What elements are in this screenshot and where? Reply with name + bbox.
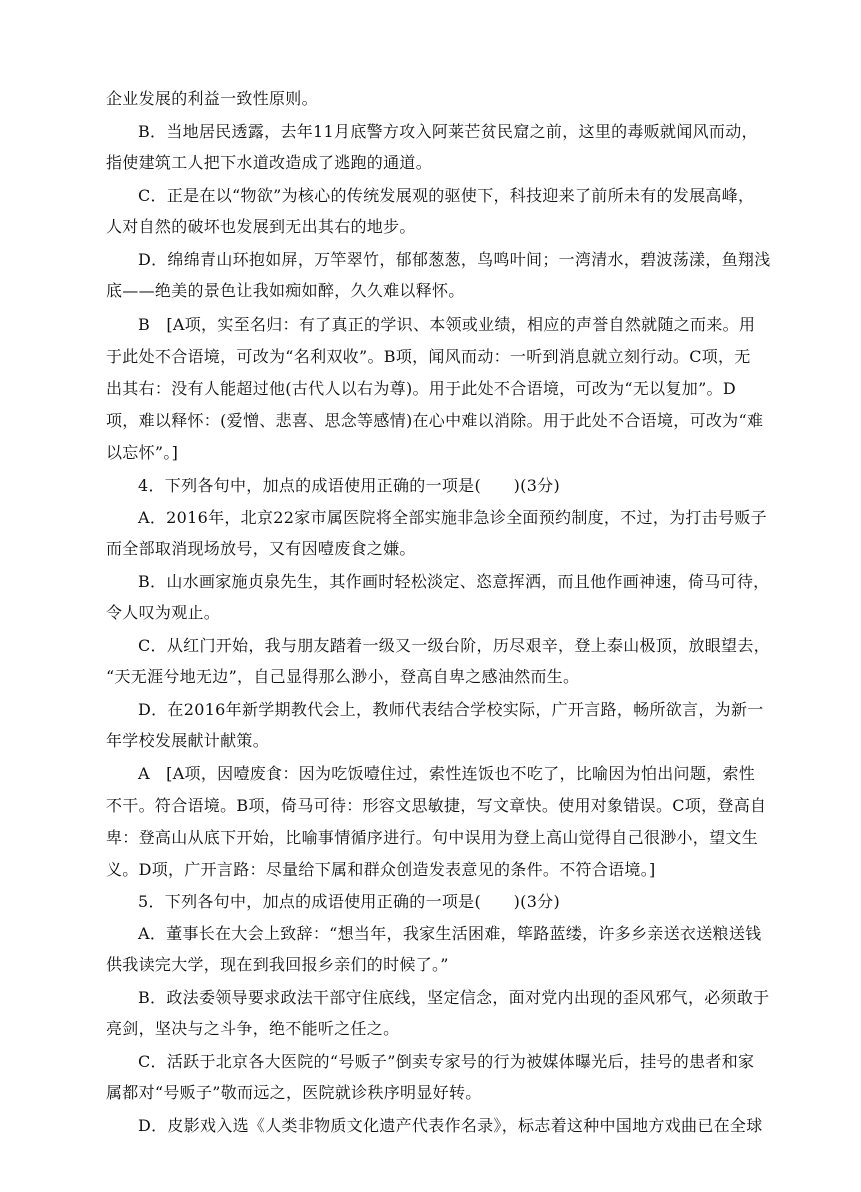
- text-line: 令人叹为观止。: [106, 603, 221, 622]
- text-line: 亮剑，坚决与之斗争，绝不能听之任之。: [106, 1019, 400, 1038]
- explanation-line: 以忘怀”。]: [106, 443, 179, 462]
- text-line: 年学校发展献计献策。: [106, 731, 270, 750]
- text-line: C．从红门开始，我与朋友踏着一级又一级台阶，历尽艰辛，登上泰山极顶，放眼望去，: [138, 636, 770, 655]
- explanation-line: 义。D项，广开言路：尽量给下属和群众创造发表意见的条件。不符合语境。]: [106, 860, 656, 879]
- explanation-line: 项，难以释怀：(爱憎、悲喜、思念等感情)在心中难以消除。用于此处不合语境，可改为“难: [106, 411, 764, 430]
- text-line: A．董事长在大会上致辞：“想当年，我家生活困难，筚路蓝缕，许多乡亲送衣送粮送钱: [138, 924, 762, 943]
- text-line: 底——绝美的景色让我如痴如醉，久久难以释怀。: [106, 281, 465, 300]
- text-line: 属都对“号贩子”敬而远之，医院就诊秩序明显好转。: [106, 1083, 482, 1102]
- text-line: D．在2016年新学期教代会上，教师代表结合学校实际，广开言路，畅所欲言，为新一: [138, 700, 764, 719]
- answer-line: A [A项，因噎废食：因为吃饭噎住过，索性连饭也不吃了，比喻因为怕出问题，索性: [138, 764, 756, 783]
- explanation-line: 不干。符合语境。B项，倚马可待：形容文思敏捷，写文章快。使用对象错误。C项，登高自: [106, 796, 767, 815]
- explanation-line: 于此处不合语境，可改为“名利双收”。B项，闻风而动：一听到消息就立刻行动。C项，无: [106, 347, 751, 366]
- text-line: B．山水画家施贞泉先生，其作画时轻松淡定、恣意挥洒，而且他作画神速，倚马可待，: [138, 572, 770, 591]
- question-line: 4．下列各句中，加点的成语使用正确的一项是( )(3分): [138, 476, 561, 495]
- explanation-line: 卑：登高山从底下开始，比喻事情循序进行。句中误用为登上高山觉得自己很渺小，望文生: [106, 828, 759, 847]
- answer-line: B [A项，实至名归：有了真正的学识、本领或业绩，相应的声誉自然就随之而来。用: [138, 315, 756, 334]
- text-line: B．当地居民透露，去年11月底警方攻入阿莱芒贫民窟之前，这里的毒贩就闻风而动，: [138, 122, 758, 141]
- text-line: 企业发展的利益一致性原则。: [106, 89, 318, 108]
- text-line: D．绵绵青山环抱如屏，万竿翠竹，郁郁葱葱，鸟鸣叶间；一湾清水，碧波荡漾，鱼翔浅: [138, 250, 771, 269]
- text-line: A．2016年，北京22家市属医院将全部实施非急诊全面预约制度，不过，为打击号贩子: [138, 508, 767, 527]
- explanation-line: 出其右：没有人能超过他(古代人以右为尊)。用于此处不合语境，可改为“无以复加”。D: [106, 379, 736, 398]
- text-line: D．皮影戏入选《人类非物质文化遗产代表作名录》，标志着这种中国地方戏曲已在全球: [138, 1116, 763, 1135]
- text-line: C．活跃于北京各大医院的“号贩子”倒卖专家号的行为被媒体曝光后，挂号的患者和家: [138, 1052, 755, 1071]
- text-line: B．政法委领导要求政法干部守住底线，坚定信念，面对党内出现的歪风邪气，必须敢于: [138, 988, 770, 1007]
- text-line: C．正是在以“物欲”为核心的传统发展观的驱使下，科技迎来了前所未有的发展高峰，: [138, 186, 755, 205]
- text-line: 指使建筑工人把下水道改造成了逃跑的通道。: [106, 153, 433, 172]
- text-line: 人对自然的破坏也发展到无出其右的地步。: [106, 217, 416, 236]
- question-line: 5．下列各句中，加点的成语使用正确的一项是( )(3分): [138, 892, 561, 911]
- text-line: 供我读完大学，现在到我回报乡亲们的时候了。”: [106, 955, 449, 974]
- text-line: 而全部取消现场放号，又有因噎废食之嫌。: [106, 539, 416, 558]
- text-line: “天无涯兮地无边”，自己显得那么渺小，登高自卑之感油然而生。: [106, 667, 580, 686]
